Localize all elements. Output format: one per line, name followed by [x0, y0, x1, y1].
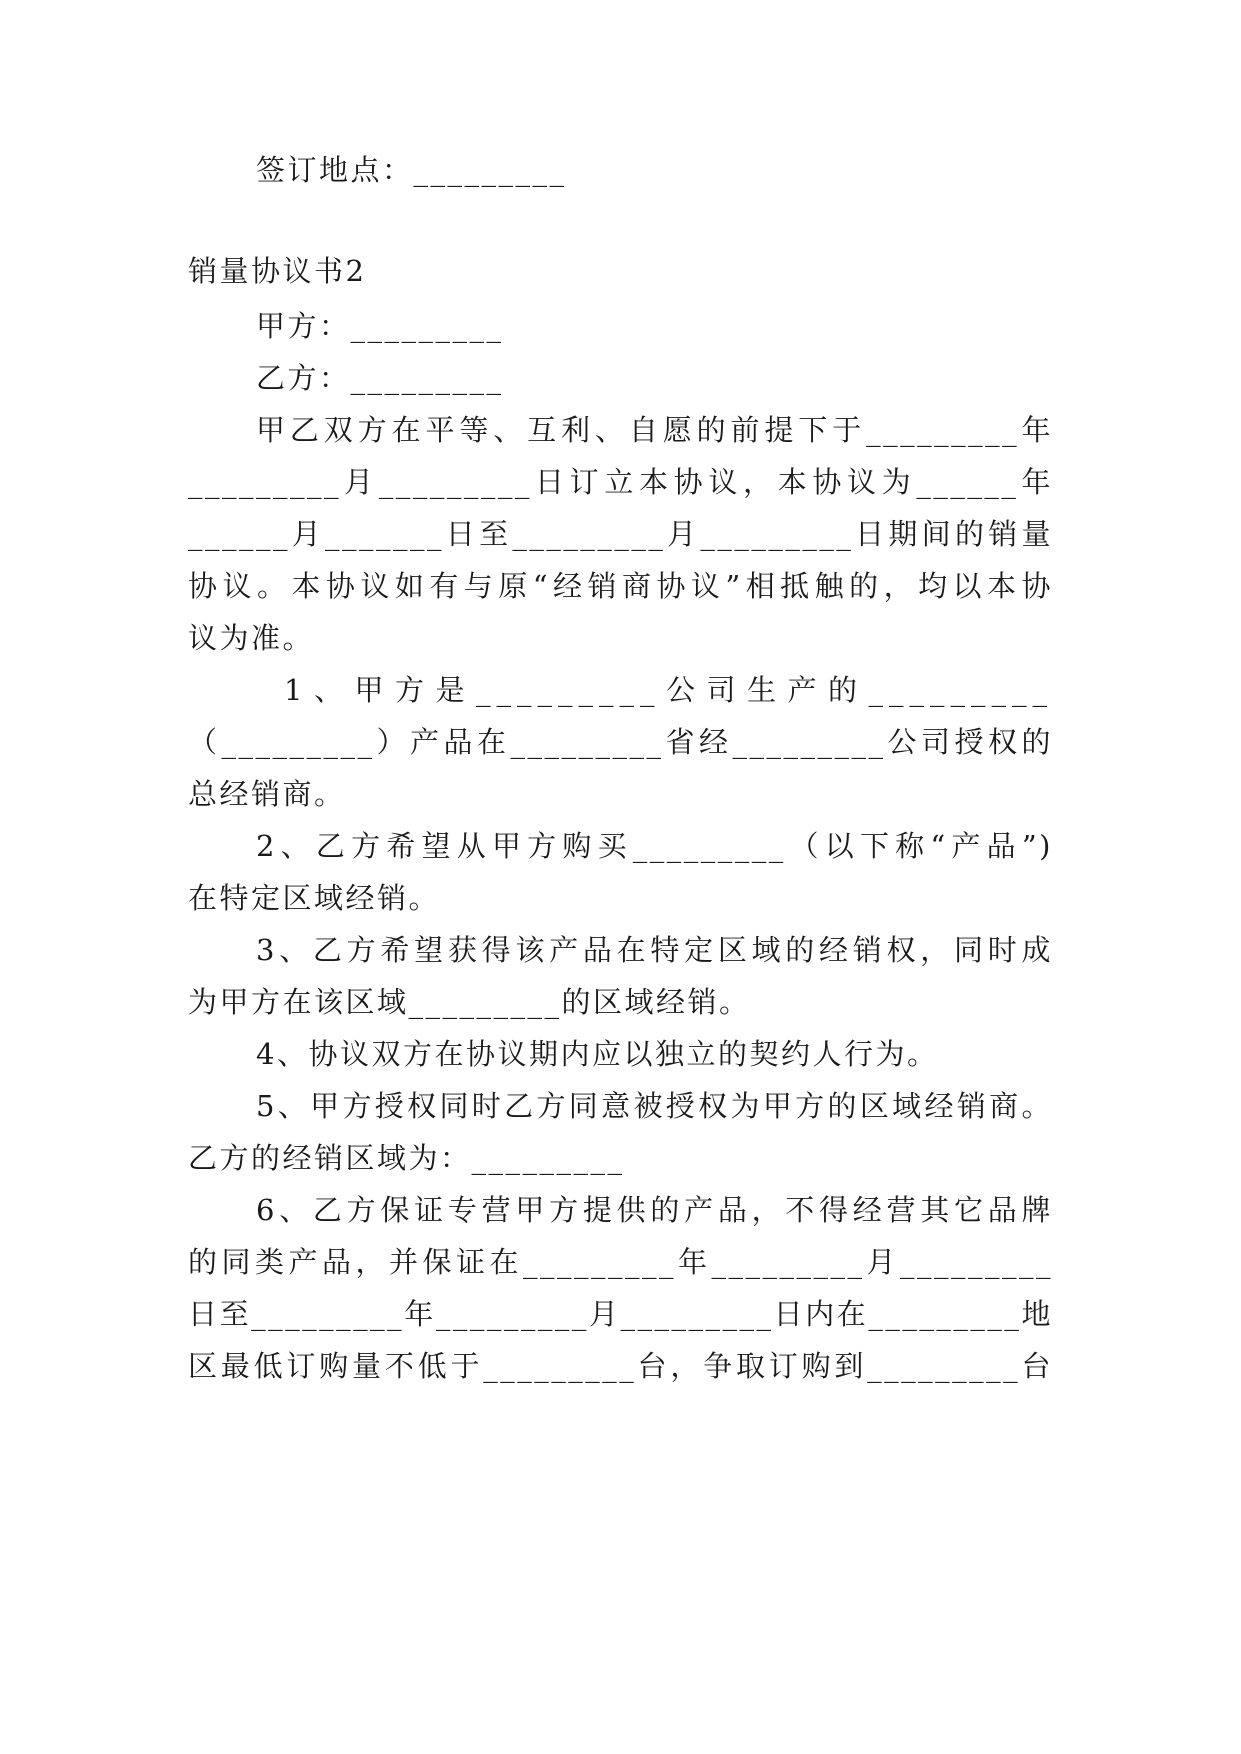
paragraph-line: 协议。本协议如有与原“经销商协议”相抵触的，均以本协: [188, 569, 1053, 603]
paragraph-line: 议为准。: [188, 621, 315, 655]
agreement-title: 销量协议书2: [188, 254, 367, 288]
paragraph-line: _________月_________日订立本协议，本协议为______年: [188, 465, 1053, 499]
paragraph-line: ______月_______日至_________月_________日期间的销量: [188, 517, 1053, 551]
clause-5-line: 5、甲方授权同时乙方同意被授权为甲方的区域经销商。: [256, 1089, 1053, 1123]
clause-6-line: 日至_________年_________月_________日内在_________地: [188, 1297, 1053, 1331]
party-a-line: 甲方：_________: [256, 309, 504, 343]
clause-6-line: 的同类产品，并保证在_________年_________月_________: [188, 1245, 1053, 1279]
clause-1-line: 总经销商。: [188, 777, 346, 811]
paragraph-line: 甲乙双方在平等、互利、自愿的前提下于_________年: [256, 413, 1053, 447]
clause-1-line: 1、甲方是_________公司生产的_________: [284, 673, 1053, 707]
party-b-line: 乙方：_________: [256, 361, 504, 395]
clause-3-line: 为甲方在该区域_________的区域经销。: [188, 985, 751, 1019]
clause-5-line: 乙方的经销区域为：_________: [188, 1141, 625, 1175]
clause-6-line: 6、乙方保证专营甲方提供的产品，不得经营其它品牌: [256, 1193, 1053, 1227]
clause-4-line: 4、协议双方在协议期内应以独立的契约人行为。: [256, 1037, 939, 1071]
clause-2-line: 2、乙方希望从甲方购买_________（以下称“产品”): [256, 829, 1053, 863]
clause-3-line: 3、乙方希望获得该产品在特定区域的经销权，同时成: [256, 933, 1053, 967]
clause-6-line: 区最低订购量不低于_________台，争取订购到_________台: [188, 1349, 1053, 1383]
clause-1-line: （_________）产品在_________省经_________公司授权的: [188, 725, 1053, 759]
signing-location-line: 签订地点：_________: [256, 153, 567, 187]
clause-2-line: 在特定区域经销。: [188, 881, 441, 915]
